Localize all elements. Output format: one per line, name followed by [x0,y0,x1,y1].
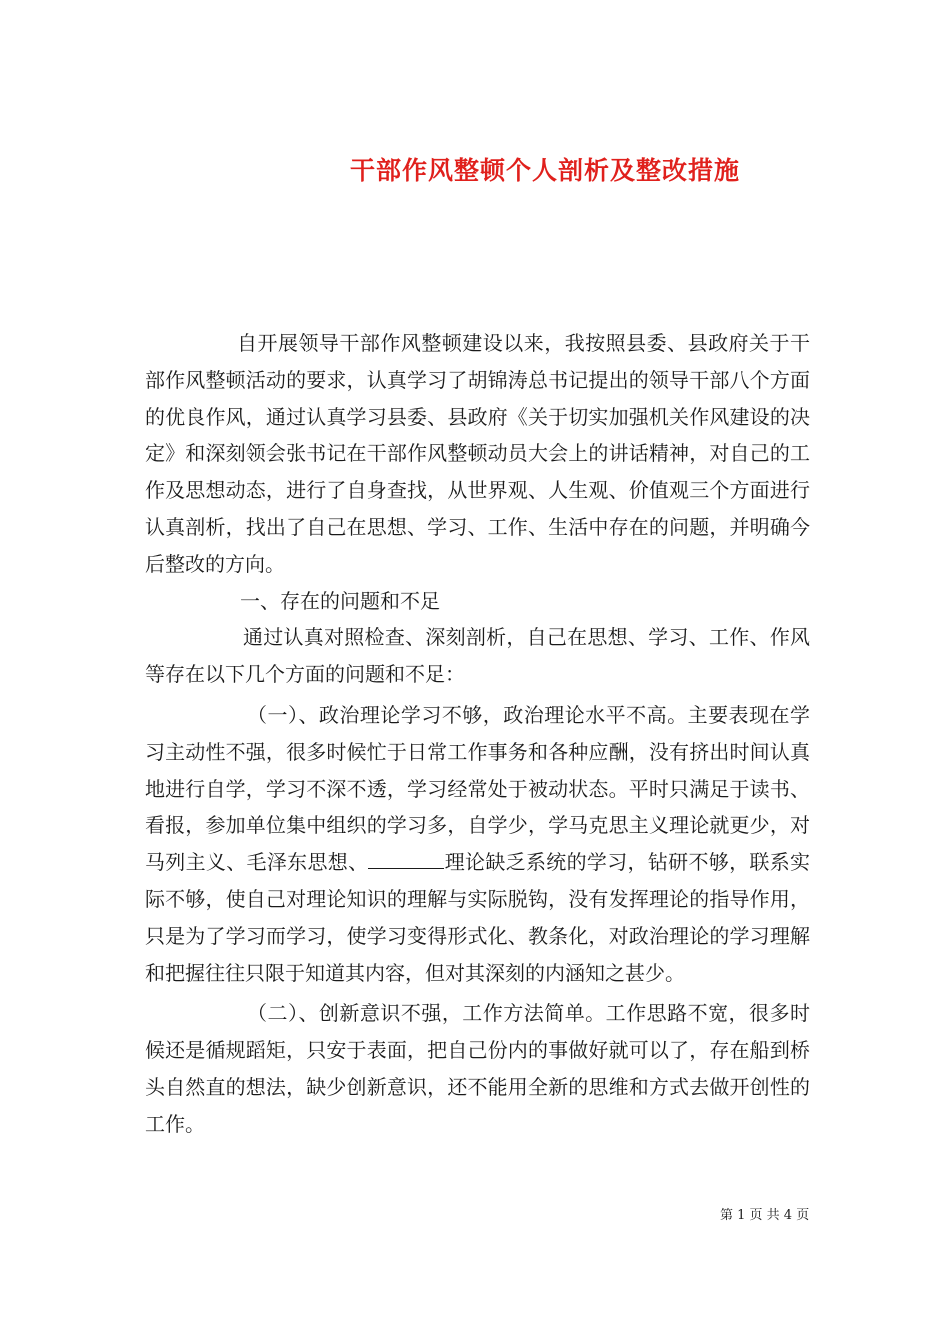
point-one-paragraph [145,697,810,991]
point-one-text-start: （一）、政治理论学习不够，政治理论水平不高。主要表现在学习主动性不强，很多时候忙于日常工作事务和各种应酬，没有挤出时间认真地进行自学，学习不深不透，学习经常处于被动状态。平时只满足于读书、看报，参加单位集中组织的学习多，自学少，学马克思主义理论就更少，对马列主义、毛泽东思想、 [145,702,810,875]
section-one-heading: 一、存在的问题和不足 [240,588,440,613]
section-one-intro-paragraph: 通过认真对照检查、深刻剖析，自己在思想、学习、工作、作风等存在以下几个方面的问题和不足： [145,625,810,687]
document-body [145,325,810,1143]
fill-in-blank [368,850,444,869]
point-two-paragraph: （二）、创新意识不强，工作方法简单。工作思路不宽，很多时候还是循规蹈矩，只安于表面，把自己份内的事做好就可以了，存在船到桥头自然直的想法，缺少创新意识，还不能用全新的思维和方式去做开创性的工作。 [145,1001,810,1136]
page-number: 第 1 页 共 4 页 [720,1208,810,1223]
intro-paragraph: 自开展领导干部作风整顿建设以来，我按照县委、县政府关于干部作风整顿活动的要求，认真学习了胡锦涛总书记提出的领导干部八个方面的优良作风，通过认真学习县委、县政府《关于切实加强机关作风建设的决定》和深刻领会张书记在干部作风整顿动员大会上的讲话精神，对自己的工作及思想动态，进行了自身查找，从世界观、人生观、价值观三个方面进行认真剖析，找出了自己在思想、学习、工作、生活中存在的问题，并明确今后整改的方向。 [145,331,810,576]
point-one-text-end: 理论缺乏系统的学习，钻研不够，联系实际不够，使自己对理论知识的理解与实际脱钩，没有发挥理论的指导作用，只是为了学习而学习，使学习变得形式化、教条化，对政治理论的学习理解和把握往往只限于知道其内容，但对其深刻的内涵知之甚少。 [145,850,811,985]
page-title: 干部作风整顿个人剖析及整改措施 [349,155,740,185]
